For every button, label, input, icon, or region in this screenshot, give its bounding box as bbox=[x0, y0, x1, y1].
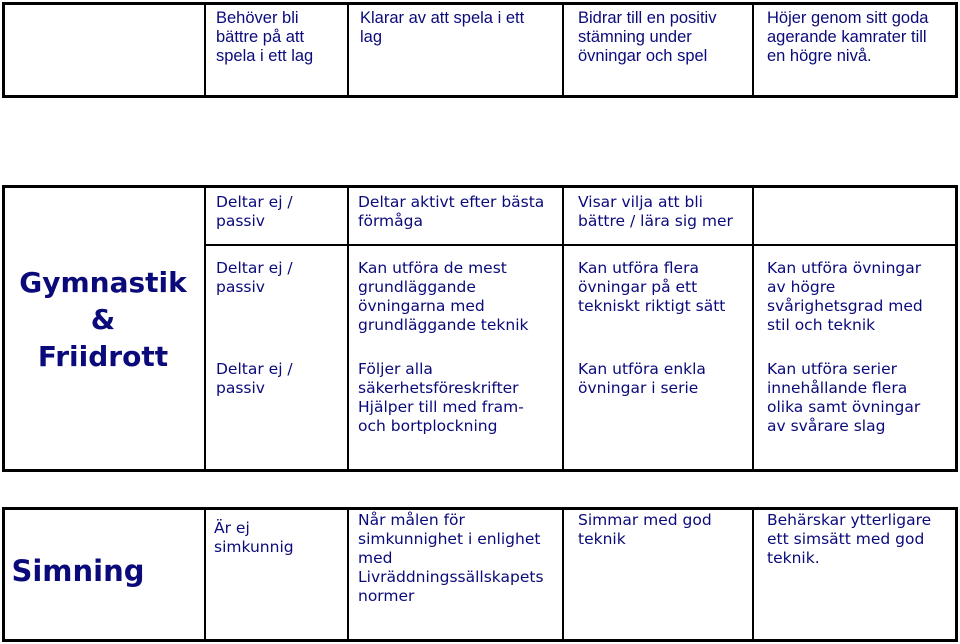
swim-c3: Simmar med god teknik bbox=[578, 511, 712, 548]
subject-simning: Simning bbox=[11, 554, 145, 588]
top-divider bbox=[204, 2, 206, 98]
gym-divider bbox=[752, 185, 754, 472]
gym-r2-c3: Kan utföra flera övningar på ett tekniskt riktigt sätt bbox=[578, 259, 726, 315]
swim-divider bbox=[204, 507, 206, 642]
gym-r2-c4: Kan utföra övningar av högre svårighetsgrad med stil och teknik bbox=[767, 259, 923, 334]
top-divider bbox=[562, 2, 564, 98]
gym-divider bbox=[204, 185, 206, 472]
swim-divider bbox=[752, 507, 754, 642]
gym-divider bbox=[562, 185, 564, 472]
top-divider bbox=[752, 2, 754, 98]
gym-row-divider bbox=[204, 244, 958, 246]
swim-c1: Är ej simkunnig bbox=[214, 519, 294, 556]
top-cell-2: Klarar av att spela i ett lag bbox=[360, 9, 525, 46]
gym-r1-c2: Deltar aktivt efter bästa förmåga bbox=[358, 193, 545, 230]
gym-divider bbox=[347, 185, 349, 472]
top-cell-1: Behöver bli bättre på att spela i ett lag bbox=[216, 9, 314, 65]
gym-r1-c3: Visar vilja att bli bättre / lära sig mer bbox=[578, 193, 733, 230]
top-divider bbox=[347, 2, 349, 98]
swim-divider bbox=[562, 507, 564, 642]
gym-r3-c2: Följer alla säkerhetsföreskrifter Hjälper till med fram- och bortplockning bbox=[358, 360, 524, 435]
gym-r3-c4: Kan utföra serier innehållande flera olika samt övningar av svårare slag bbox=[767, 360, 921, 435]
gym-r3-c3: Kan utföra enkla övningar i serie bbox=[578, 360, 706, 397]
swim-divider bbox=[347, 507, 349, 642]
swim-c4: Behärskar ytterligare ett simsätt med god teknik. bbox=[767, 511, 932, 567]
subject-gymnastik-friidrott: Gymnastik & Friidrott bbox=[19, 266, 187, 373]
gym-r1-c1: Deltar ej / passiv bbox=[216, 193, 293, 230]
gym-r2-c1: Deltar ej / passiv bbox=[216, 259, 293, 296]
top-cell-4: Höjer genom sitt goda agerande kamrater till en högre nivå. bbox=[767, 9, 929, 65]
gym-r3-c1: Deltar ej / passiv bbox=[216, 360, 293, 397]
top-cell-3: Bidrar till en positiv stämning under övningar och spel bbox=[578, 9, 717, 65]
swim-c2: Når målen för simkunnighet i enlighet med Livräddningssällskapets normer bbox=[358, 511, 544, 605]
gym-r2-c2: Kan utföra de mest grundläggande övningarna med grundläggande teknik bbox=[358, 259, 529, 334]
